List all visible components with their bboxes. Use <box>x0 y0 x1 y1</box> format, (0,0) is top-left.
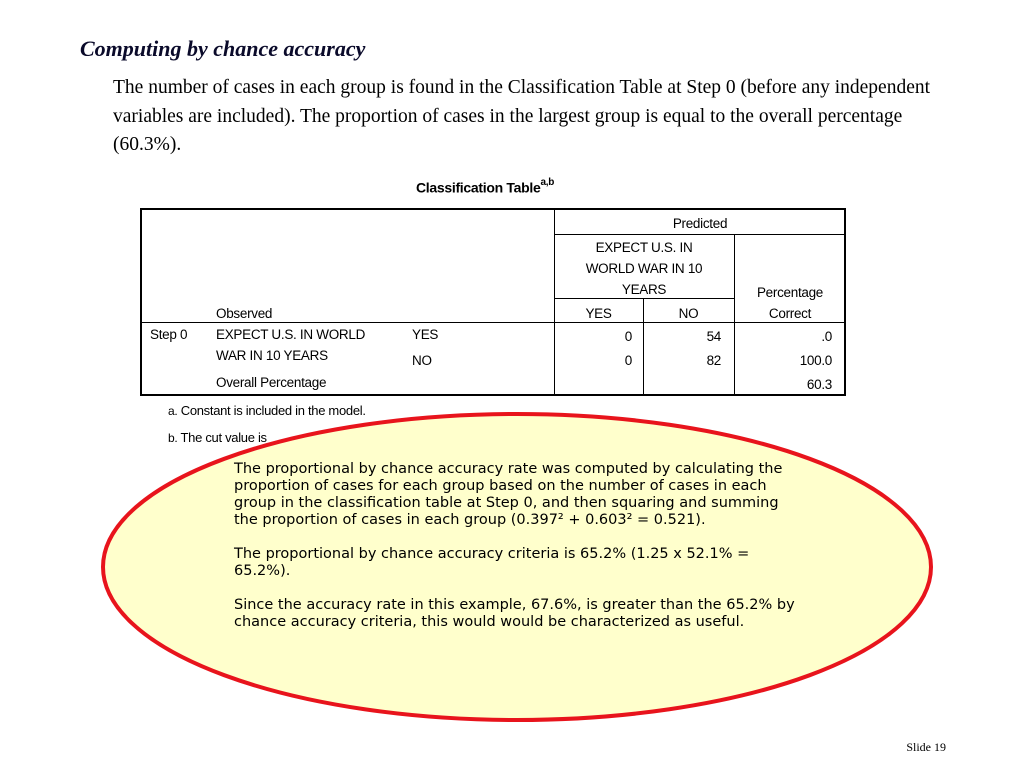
dependent-variable-header-line1: EXPECT U.S. IN <box>595 240 693 255</box>
table-title-superscript: a,b <box>540 177 555 188</box>
overall-percentage-label: Overall Percentage <box>216 375 327 390</box>
step-label: Step 0 <box>150 327 188 342</box>
row-variable-line2: WAR IN 10 YEARS <box>216 348 328 363</box>
row-variable-line1: EXPECT U.S. IN WORLD <box>216 327 366 342</box>
slide-title: Computing by chance accuracy <box>80 36 366 61</box>
cell-no-yes: 0 <box>624 353 632 368</box>
footnote-b-text: The cut value is <box>180 430 267 445</box>
predicted-header: Predicted <box>672 216 728 231</box>
footnote-a-text: Constant is included in the model. <box>180 403 366 418</box>
dependent-variable-header-line2: WORLD WAR IN 10 <box>585 261 703 276</box>
callout-paragraph-1: The proportional by chance accuracy rate was computed by calculating the proportion of cases for each group based on the number of cases in each group in the classification table at Step 0, and then squaring and summing the proportion of cases in each group (0.397² + 0.603² = 0.521). <box>234 461 783 528</box>
callout-paragraph-2: The proportional by chance accuracy criteria is 65.2% (1.25 x 52.1% = 65.2%). <box>234 546 750 579</box>
cell-yes-no: 54 <box>706 329 721 344</box>
slide-number: Slide 19 <box>906 740 946 754</box>
overall-percentage-value: 60.3 <box>806 377 832 392</box>
cell-yes-pct: .0 <box>821 329 832 344</box>
table-title-text: Classification Table <box>416 179 541 196</box>
callout-text <box>234 461 804 648</box>
row-no-label: NO <box>412 353 432 368</box>
cell-no-no: 82 <box>706 353 721 368</box>
percentage-correct-header-line1: Percentage <box>756 285 824 300</box>
intro-text: The number of cases in each group is found in the Classification Table at Step 0 (before any independent variables are included). The proportion of cases in the largest group is equal to the overall percentage (60.3%). <box>113 77 931 155</box>
footnote-b-marker: b. <box>168 431 178 445</box>
footnote-a-marker: a. <box>168 404 178 418</box>
cell-no-pct: 100.0 <box>799 353 832 368</box>
yes-column-header: YES <box>585 306 612 321</box>
no-column-header: NO <box>678 306 699 321</box>
dependent-variable-header-line3: YEARS <box>621 282 667 297</box>
callout-paragraph-3: Since the accuracy rate in this example, 67.6%, is greater than the 65.2% by chance accuracy criteria, this would would be characterized as useful. <box>234 597 795 630</box>
percentage-correct-header-line2: Correct <box>768 306 812 321</box>
observed-header: Observed <box>216 306 273 321</box>
cell-yes-yes: 0 <box>624 329 632 344</box>
row-yes-label: YES <box>412 327 439 342</box>
